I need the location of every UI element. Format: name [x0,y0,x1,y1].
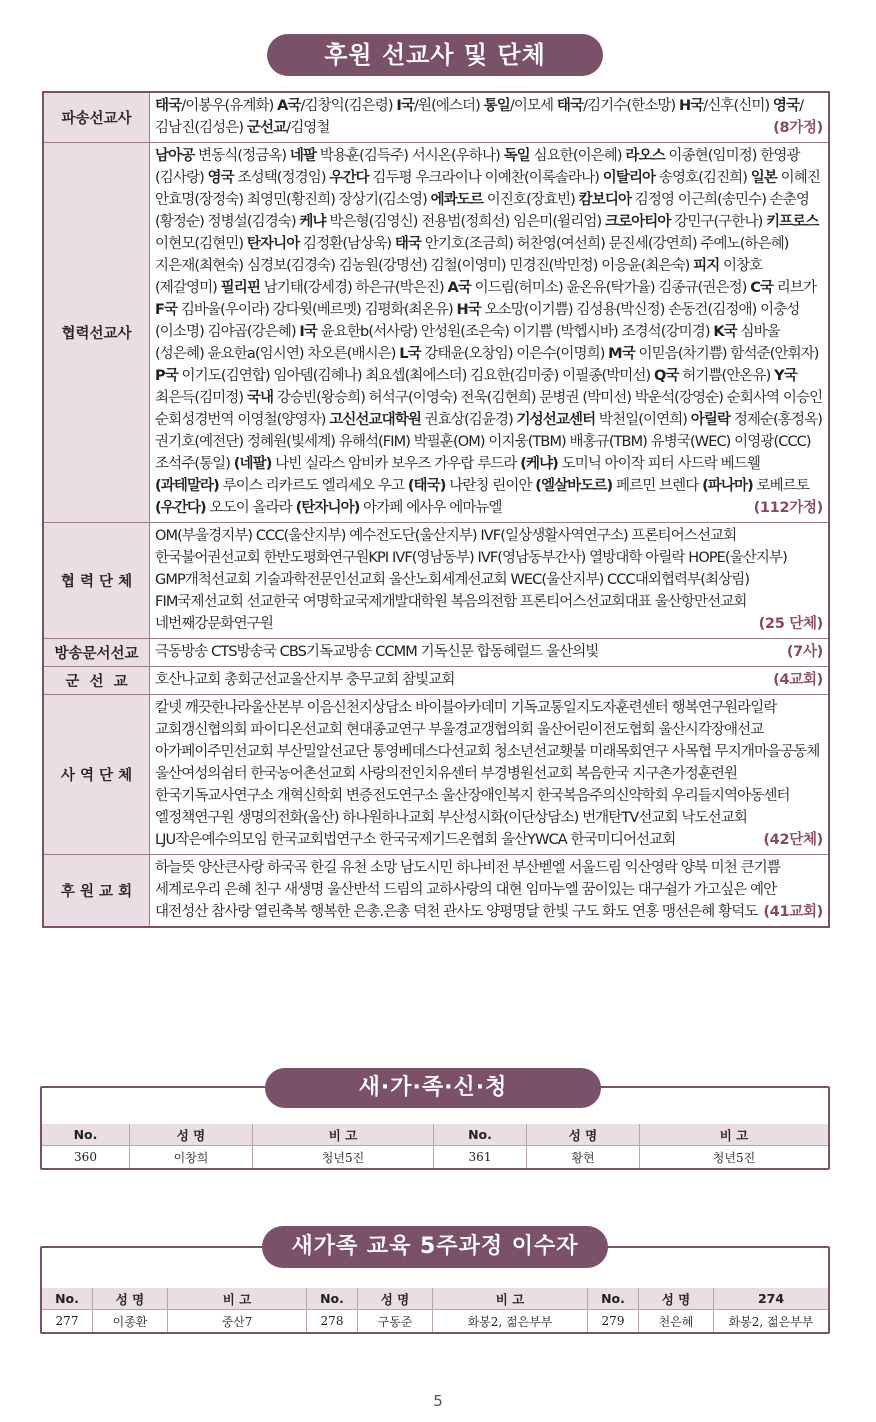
header-no: No. [42,1124,130,1146]
country-label: (태국) [407,478,446,494]
country-label: Y국 [774,368,797,384]
names-text: 아가페 에사우 에마뉴엘 [359,500,502,516]
sponsor-row-total: (42단체) [763,832,823,848]
sponsor-row-content [150,695,830,855]
country-label: 태국 [155,98,182,114]
country-label: 캄보디아 [578,192,632,208]
names-text: 칼넷 깨끗한나라울산본부 이음신천지상담소 바이블아카데미 기독교통일지도자훈련센터 행복연구원라일락 교회갱신협의회 파이디온선교회 현대종교연구 부울경교갱협의회 울산어린이전도협회 울산시각장애선교 아가페이주민선교회 부산밀알선교단 통영베데스다선교회 청소년선교횃불 미래목회연구 사목협 무지개마을공동체 울산여성의쉼터 한국농어촌선교회 사랑의전인치유센터 부경병원선교회 복음한국 지구촌가정훈련원 한국기독교사연구소 개혁신학회 변증전도연구소 울산장애인복지 한국복음주의신약학회 우리들지역아동센터 엘정책연구원 생명의전화(울산) 하나원하나교회 부산성시화(이단상담소) 번개탄TV선교회 낙도선교회 LJU작은예수의모임 한국교회법연구소 한국국제기드온협회 울산YWCA 한국미디어선교회 [155,700,820,848]
country-label: (탄자니아) [295,500,360,516]
country-label: 에콰도르 [430,192,484,208]
country-label: I국 [299,324,318,340]
names-text: 이드림(허미소) 윤온유(탁가율) 김종규(권은정) [470,280,751,296]
cell-name: 구동준 [358,1310,433,1333]
names-text: 강승빈(왕승희) 허석구(이영숙) 전욱(김현희) 문병권 (박미선) 박운석(강영순) 순회사역 이승인 순회성경번역 이영철(양영자) [155,390,823,428]
names-text: 리브가 [773,280,817,296]
country-label: (엘살바도르) [535,478,613,494]
names-text: 박천일(이연희) [595,412,691,428]
sponsor-row-label: 방송문서선교 [43,639,150,667]
header-note: 비 고 [253,1124,434,1146]
names-text: 박은형(김영신) 전용범(정희선) 임은미(윌리엄) [325,214,605,230]
header-name: 성 명 [93,1288,168,1310]
education-table [42,1288,828,1332]
country-label: (우간다) [155,500,206,516]
names-text: 김바울(우이라) 강다윗(베르멧) 김평화(최온유) [177,302,457,318]
names-text: 오소망(이기쁨) 김성용(박신정) 손동건(김정애) 이충성(이소명) 김야곱(강은혜) [155,302,800,340]
names-text: /김영철 [286,120,330,136]
cell-note: 화봉2, 젊은부부 [433,1310,588,1333]
names-text: 김두평 우크라이나 이예찬(이록솔라나) [368,170,603,186]
country-label: 독일 [503,148,530,164]
country-label: P국 [155,368,178,384]
names-text: 최은득(김미정) [155,390,247,406]
sponsor-row-total: (41교회) [763,904,823,920]
sponsor-row-total: (7사) [786,644,823,660]
cell-name: 이창희 [130,1146,253,1169]
country-label: F국 [155,302,178,318]
names-text: 변동식(정금옥) [194,148,290,164]
country-label: 일본 [750,170,777,186]
sponsor-row-label: 협 력 단 체 [43,523,150,639]
names-text: 조성택(정경임) [233,170,330,186]
names-text: 강민구(구한나) [670,214,767,230]
sponsor-row-content [150,667,830,695]
names-text: 나빈 실라스 암비카 보우즈 가우랍 루드라 [271,456,521,472]
names-text: 페르민 브렌다 [612,478,703,494]
country-label: H국 [456,302,481,318]
country-label: 영국 [207,170,234,186]
names-text: 이창호(제갈영미) [155,258,763,296]
country-label: 크로아티아 [604,214,671,230]
country-label: 이탈리아 [602,170,656,186]
names-text: 정제순(홍정옥) 권기호(예전단) 정혜원(빛세계) 유해석(FIM) 박필훈(OM) 이지웅(TBM) 배홍규(TBM) 유병국(WEC) 이영광(CCC) 조석주(통일) [155,412,822,472]
header-name: 성 명 [130,1124,253,1146]
names-text: /원(에스더) [413,98,484,114]
country-label: 태국 [394,236,422,252]
country-label: L국 [399,346,421,362]
names-text: 권효상(김윤경) [420,412,517,428]
country-label: 고신선교대학원 [329,412,421,428]
sponsor-row-label: 사 역 단 체 [43,695,150,855]
names-text: 나란칭 린이안 [445,478,536,494]
sponsor-row [43,523,829,639]
names-text: 오도이 올라라 [205,500,296,516]
country-label: 태국 [556,98,584,114]
country-label: Q국 [653,368,679,384]
sponsor-row-label: 후 원 교 회 [43,855,150,928]
cell-no: 279 [588,1310,639,1333]
table-row [42,1146,828,1169]
names-text: 허기쁨(안온유) [678,368,775,384]
names-text: 김정환(남상욱) [299,236,395,252]
names-text: OM(부울경지부) CCC(울산지부) 예수전도단(울산지부) IVF(일상생활사역연구소) 프론티어스선교회 한국불어권선교회 한반도평화연구원KPI IVF(영남동부) IVF(영남동부간사) 열방대학 아릴락 HOPE(울산지부) GMP개척선교회 기술과학전문인선교회 울산노회세계선교회 WEC(울산지부) CCC대외협력부(최상림) FIM국제선교회 선교한국 여명학교국제개발대학원 복음의전함 프론티어스선교회대표 울산항만선교회 네번째강문화연구원 [155,528,787,632]
cell-note: 중산7 [168,1310,307,1333]
cell-no: 278 [307,1310,358,1333]
names-text: /이모세 [509,98,557,114]
header-note: 비 고 [640,1124,829,1146]
sponsor-row-label: 군 선 교 [43,667,150,695]
country-label: (파나마) [702,478,753,494]
sponsor-row-label: 파송선교사 [43,92,150,143]
names-text: 호산나교회 총회군선교울산지부 충무교회 참빛교회 [155,672,455,688]
country-label: M국 [608,346,635,362]
country-label: 키프로스 [766,214,819,230]
names-text: 박용훈(김득주) 서시온(우하나) [316,148,504,164]
country-label: I국 [396,98,414,114]
country-label: 탄자니아 [246,236,300,252]
names-text: 이믿음(차기쁨) 함석준(안휘자) [634,346,819,362]
country-label: H국 [678,98,704,114]
names-text: 이현모(김현민) [155,236,247,252]
names-text: 이혜진 안효명(장정숙) 최영민(황진희) 장상기(김소영) [155,170,820,208]
cell-name: 황현 [527,1146,640,1169]
country-label: 라오스 [625,148,665,164]
names-text: 이기도(김연합) 임아뎀(김혜나) 최요셉(최에스더) 김요한(김미중) 이필종(박미선) [177,368,654,384]
names-text: 심요한(이은혜) [529,148,626,164]
country-label: 케냐 [299,214,326,230]
sponsor-table [42,91,830,928]
sponsor-section-title: 후원 선교사 및 단체 [267,34,603,76]
header-no: No. [588,1288,639,1310]
header-extra: 274 [714,1288,829,1310]
header-note: 비 고 [433,1288,588,1310]
country-label: 남아공 [155,148,195,164]
education-header-row [42,1288,828,1310]
names-text: 윤요한b(서사랑) 안성원(조은숙) 이기쁨 (박헵시바) 조경석(강미경) [317,324,714,340]
sponsor-row-total: (4교회) [773,672,823,688]
names-text: 송영호(김진희) [655,170,751,186]
sponsor-row-content [150,92,830,143]
sponsor-row-total: (25 단체) [758,616,823,632]
table-row [42,1310,828,1333]
cell-note: 청년5진 [712,1150,756,1165]
names-text: 이진호(장효빈) [483,192,579,208]
country-label: 네팔 [289,148,317,164]
header-no: No. [42,1288,93,1310]
cell-no: 360 [42,1146,130,1169]
country-label: (케냐) [520,456,558,472]
names-text: 남기태(강세경) 하은규(박은진) [259,280,448,296]
new-family-table [42,1124,828,1168]
names-text: 루이스 리카르도 엘리세오 우고 [218,478,408,494]
cell-name: 천은혜 [639,1310,714,1333]
country-label: 군선교 [246,120,287,136]
names-text: /이봉우(유계화) [181,98,278,114]
names-text: 이종현(임미정) 한영광(김사랑) [155,148,800,186]
names-text: 안기호(조금희) 허찬영(여선희) 문진세(강연희) 주예노(하은혜) 지은재(최현숙) 심경보(김경숙) 김농원(강명선) 김철(이영미) 민경진(박민정) 이응윤(최은숙) [155,236,789,274]
country-label: 필리핀 [220,280,260,296]
header-no: No. [434,1124,527,1146]
new-family-title: 새·가·족·신·청 [265,1068,601,1108]
names-text: 하늘뜻 양산큰사랑 하국곡 한길 유천 소망 남도시민 하나비전 부산벧엘 서울드림 익산영락 양북 미천 큰기쁨 세계로우리 은혜 친구 새생명 울산반석 드림의 교하사랑의 대현 임마누엘 꿈이있는 대구쉴가 가고싶은 예안 대전성산 참사랑 열린축복 행복한 은총.은총 덕천 관사도 양평명달 한빛 구도 화도 연홍 맹선은혜 황덕도 [155,860,780,920]
names-text: /신후(신미) [703,98,773,114]
sponsor-row-content [150,639,830,667]
cell-no: 361 [434,1146,527,1169]
country-label: A국 [277,98,301,114]
names-text: /김기수(한소망) [583,98,679,114]
names-text: 강태윤(오창임) 이은수(이명희) [420,346,609,362]
country-label: C국 [750,280,774,296]
sponsor-row-content [150,143,830,523]
country-label: (과테말라) [155,478,219,494]
names-text: 로베르토 [752,478,809,494]
cell-name: 이종환 [93,1310,168,1333]
header-note: 비 고 [168,1288,307,1310]
country-label: (네팔) [233,456,272,472]
sponsor-row-label: 협력선교사 [43,143,150,523]
page-number: 5 [433,1392,443,1410]
country-label: 아릴락 [690,412,731,428]
names-text: /김창익(김은령) [300,98,397,114]
country-label: 피지 [693,258,720,274]
sponsor-row [43,855,829,928]
sponsor-row [43,639,829,667]
cell-note: 화봉2, 젊은부부 [728,1314,814,1329]
names-text: 김정영 이근희(송민수) 손춘영(황정순) 정병설(김경숙) [155,192,809,230]
cell-note: 청년5진 [253,1146,434,1169]
sponsor-row-content [150,523,830,639]
education-title: 새가족 교육 5주과정 이수자 [262,1226,608,1268]
names-text: /김남진(김성은) [155,98,804,136]
header-name: 성 명 [358,1288,433,1310]
names-text: 극동방송 CTS방송국 CBS기독교방송 CCMM 기독신문 합동헤럴드 울산의빛 [155,644,599,660]
names-text: 도미닉 아이작 피터 사드락 베드웰 [557,456,760,472]
sponsor-row-total: (112가정) [753,500,823,516]
sponsor-row [43,92,829,143]
sponsor-row [43,143,829,523]
sponsor-row [43,695,829,855]
header-no: No. [307,1288,358,1310]
country-label: 통일 [483,98,510,114]
header-name: 성 명 [527,1124,640,1146]
country-label: A국 [447,280,471,296]
cell-no: 277 [42,1310,93,1333]
names-text: 심바울(성은혜) 윤요한a(임시연) 차오른(배시은) [155,324,780,362]
sponsor-row-total: (8가정) [773,120,823,136]
sponsor-row-content [150,855,830,928]
country-label: 기성선교센터 [516,412,596,428]
country-label: 국내 [246,390,274,406]
country-label: 영국 [772,98,800,114]
country-label: 우간다 [329,170,369,186]
country-label: K국 [713,324,737,340]
header-name: 성 명 [639,1288,714,1310]
sponsor-row [43,667,829,695]
new-family-header-row [42,1124,828,1146]
